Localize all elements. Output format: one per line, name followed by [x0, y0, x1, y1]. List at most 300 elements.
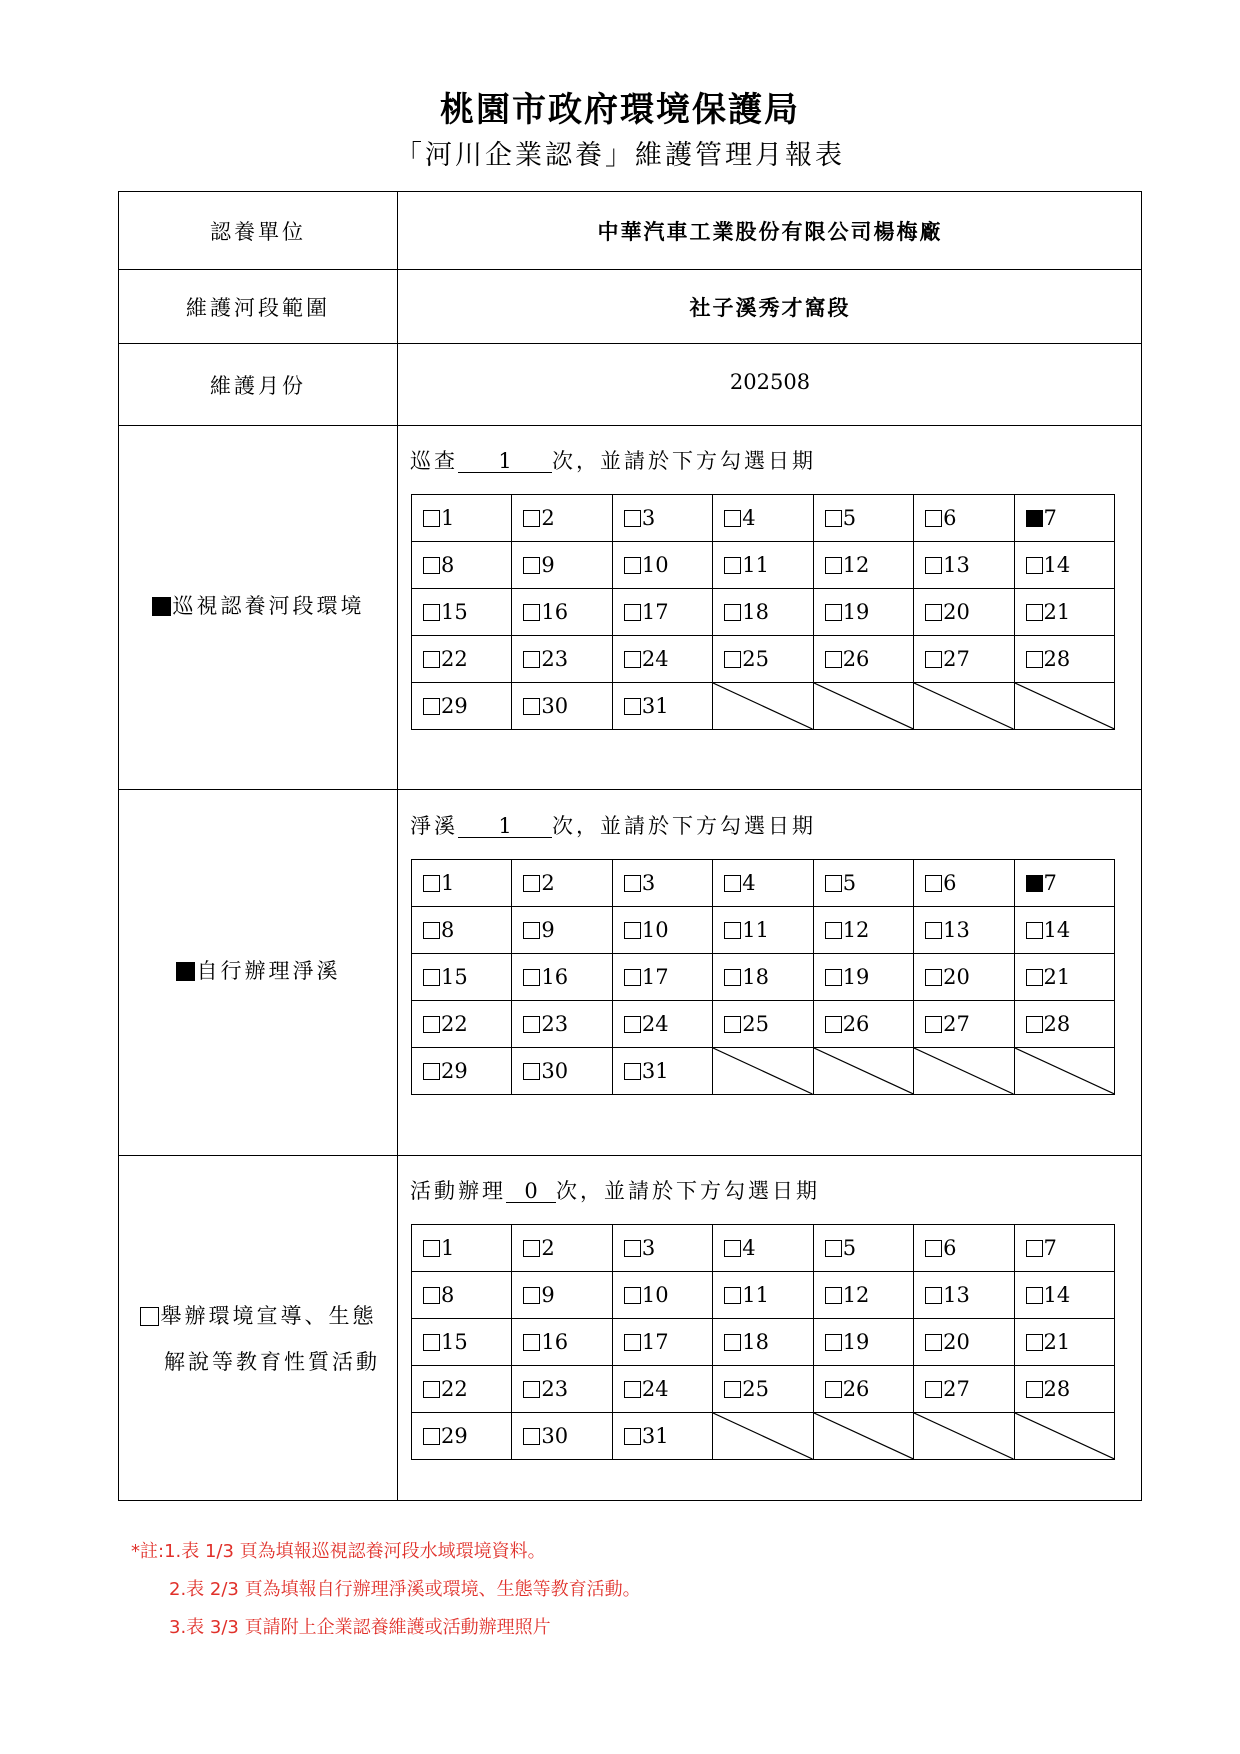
date-cell-26 [813, 1001, 913, 1048]
day-18-label: 18 [742, 600, 769, 624]
day-28-label: 28 [1043, 1377, 1071, 1401]
day-28-checkbox[interactable] [1026, 1381, 1043, 1398]
day-17-label: 17 [641, 1330, 669, 1354]
day-6-label: 6 [943, 1236, 957, 1260]
day-20-label: 20 [943, 1330, 970, 1354]
date-cell-9 [512, 1272, 612, 1319]
date-cell-9 [512, 907, 612, 954]
date-cell-17 [612, 589, 712, 636]
activity-section-checkbox[interactable] [140, 1307, 159, 1326]
day-1-label: 1 [441, 506, 455, 530]
day-31-label: 31 [641, 694, 669, 718]
day-23-label: 23 [541, 647, 569, 671]
day-15-checkbox[interactable] [423, 604, 440, 621]
day-18-label: 18 [742, 965, 769, 989]
report-form [118, 191, 1142, 1501]
day-11-label: 11 [742, 918, 769, 942]
date-cell-30 [512, 683, 612, 730]
patrol-section-label: 巡視認養河段環境 [119, 583, 397, 629]
row-divider [119, 269, 1141, 270]
date-cell-28 [1014, 1001, 1114, 1048]
day-9-label: 9 [541, 918, 555, 942]
date-cell-29 [412, 1413, 512, 1460]
day-14-checkbox[interactable] [1026, 1287, 1043, 1304]
day-25-checkbox[interactable] [724, 1381, 741, 1398]
date-cell-27 [914, 636, 1014, 683]
day-3-label: 3 [641, 1236, 656, 1260]
date-cell-24 [612, 1001, 712, 1048]
date-cell-12 [813, 1272, 913, 1319]
day-4-label: 4 [742, 506, 756, 530]
day-6-checkbox[interactable] [925, 1240, 942, 1257]
day-20-label: 20 [943, 965, 970, 989]
cleanup-date-grid [411, 859, 1115, 1095]
day-11-checkbox[interactable] [724, 557, 741, 574]
date-cell-5 [813, 495, 913, 542]
day-27-label: 27 [943, 647, 970, 671]
day-28-label: 28 [1043, 1012, 1071, 1036]
day-8-checkbox[interactable] [423, 922, 440, 939]
patrol-date-grid [411, 494, 1115, 730]
date-grid-row [412, 495, 1115, 542]
day-6-checkbox[interactable] [925, 510, 942, 527]
day-23-label: 23 [541, 1377, 569, 1401]
day-7-label: 7 [1043, 1236, 1057, 1260]
day-21-label: 21 [1043, 600, 1071, 624]
date-cell-27 [914, 1001, 1014, 1048]
diagonal-strike [814, 1413, 913, 1459]
date-grid-row [412, 860, 1115, 907]
diagonal-strike [1015, 683, 1114, 729]
row-divider [119, 343, 1141, 344]
date-cell-30 [512, 1048, 612, 1095]
day-10-label: 10 [641, 1283, 669, 1307]
day-4-checkbox[interactable] [724, 510, 741, 527]
date-cell-6 [914, 860, 1014, 907]
date-cell-31 [612, 1413, 712, 1460]
date-cell-4 [713, 1225, 813, 1272]
footnotes [131, 1533, 641, 1647]
date-cell-14 [1014, 1272, 1114, 1319]
date-cell-22 [412, 1001, 512, 1048]
day-6-label: 6 [943, 506, 957, 530]
day-12-label: 12 [842, 918, 870, 942]
date-cell-2 [512, 860, 612, 907]
day-27-checkbox[interactable] [925, 1381, 942, 1398]
date-cell-8 [412, 907, 512, 954]
day-12-checkbox[interactable] [825, 1287, 842, 1304]
cleanup-section-checkbox[interactable] [176, 962, 195, 981]
day-12-label: 12 [842, 553, 870, 577]
day-1-label: 1 [441, 871, 455, 895]
day-7-checkbox[interactable] [1026, 875, 1043, 892]
day-2-label: 2 [541, 871, 555, 895]
day-21-checkbox[interactable] [1026, 969, 1043, 986]
day-29-label: 29 [441, 694, 468, 718]
day-19-label: 19 [842, 965, 870, 989]
day-7-checkbox[interactable] [1026, 510, 1043, 527]
date-cell-10 [612, 1272, 712, 1319]
date-cell-31 [612, 1048, 712, 1095]
day-2-checkbox[interactable] [523, 1240, 540, 1257]
date-cell-19 [813, 1319, 913, 1366]
day-26-label: 26 [842, 1377, 870, 1401]
day-17-label: 17 [641, 600, 669, 624]
day-16-label: 16 [541, 1330, 569, 1354]
day-4-checkbox[interactable] [724, 875, 741, 892]
day-21-checkbox[interactable] [1026, 604, 1043, 621]
date-cell-12 [813, 907, 913, 954]
date-cell-28 [1014, 1366, 1114, 1413]
day-4-checkbox[interactable] [724, 1240, 741, 1257]
day-16-label: 16 [541, 600, 569, 624]
date-cell-16 [512, 954, 612, 1001]
date-grid-row [412, 1225, 1115, 1272]
day-19-label: 19 [842, 600, 870, 624]
day-23-checkbox[interactable] [523, 651, 540, 668]
diagonal-strike [713, 1413, 812, 1459]
day-25-label: 25 [742, 1012, 769, 1036]
day-11-checkbox[interactable] [724, 922, 741, 939]
date-cell-16 [512, 1319, 612, 1366]
adopter-unit-value: 中華汽車工業股份有限公司楊梅廠 [597, 219, 943, 244]
day-20-checkbox[interactable] [925, 1334, 942, 1351]
date-grid-row [412, 1366, 1115, 1413]
empty-date-cell [813, 1413, 913, 1460]
date-cell-14 [1014, 542, 1114, 589]
date-cell-2 [512, 1225, 612, 1272]
day-30-checkbox[interactable] [523, 1063, 540, 1080]
day-24-label: 24 [641, 647, 669, 671]
activity-section-label: 舉辦環境宣導、生態 解說等教育性質活動 [119, 1293, 397, 1385]
day-7-label: 7 [1043, 506, 1057, 530]
day-22-label: 22 [441, 1377, 468, 1401]
day-30-label: 30 [541, 1424, 569, 1448]
date-cell-31 [612, 683, 712, 730]
date-grid-row [412, 589, 1115, 636]
day-5-label: 5 [842, 871, 857, 895]
day-26-checkbox[interactable] [825, 1016, 842, 1033]
day-25-checkbox[interactable] [724, 1016, 741, 1033]
day-12-checkbox[interactable] [825, 922, 842, 939]
day-1-label: 1 [441, 1236, 455, 1260]
day-19-checkbox[interactable] [825, 604, 842, 621]
day-21-label: 21 [1043, 965, 1071, 989]
day-5-checkbox[interactable] [825, 875, 842, 892]
day-19-checkbox[interactable] [825, 1334, 842, 1351]
date-cell-18 [713, 589, 813, 636]
date-cell-20 [914, 954, 1014, 1001]
date-cell-16 [512, 589, 612, 636]
diagonal-strike [814, 1048, 913, 1094]
river-section-label: 維護河段範圍 [186, 296, 330, 320]
day-25-label: 25 [742, 647, 769, 671]
day-22-label: 22 [441, 647, 468, 671]
day-16-label: 16 [541, 965, 569, 989]
date-cell-12 [813, 542, 913, 589]
date-cell-4 [713, 860, 813, 907]
day-8-checkbox[interactable] [423, 1287, 440, 1304]
date-grid-row [412, 1048, 1115, 1095]
date-cell-7 [1014, 1225, 1114, 1272]
day-30-label: 30 [541, 1059, 569, 1083]
day-18-checkbox[interactable] [724, 969, 741, 986]
day-29-checkbox[interactable] [423, 1428, 440, 1445]
footnote-1: *註:1.表 1/3 頁為填報巡視認養河段水域環境資料。 [131, 1541, 546, 1562]
day-26-label: 26 [842, 647, 870, 671]
cleanup-section-label: 自行辦理淨溪 [119, 948, 397, 994]
date-cell-11 [713, 1272, 813, 1319]
date-cell-21 [1014, 954, 1114, 1001]
date-grid-row [412, 907, 1115, 954]
day-3-checkbox[interactable] [624, 875, 641, 892]
diagonal-strike [914, 1048, 1013, 1094]
day-31-label: 31 [641, 1424, 669, 1448]
date-grid-row [412, 1319, 1115, 1366]
diagonal-strike [713, 683, 812, 729]
patrol-count-value[interactable]: 1 [458, 450, 552, 473]
date-cell-10 [612, 907, 712, 954]
day-18-checkbox[interactable] [724, 1334, 741, 1351]
day-29-checkbox[interactable] [423, 698, 440, 715]
day-31-label: 31 [641, 1059, 669, 1083]
day-3-checkbox[interactable] [624, 510, 641, 527]
day-31-checkbox[interactable] [624, 1063, 641, 1080]
day-7-checkbox[interactable] [1026, 1240, 1043, 1257]
day-14-label: 14 [1043, 553, 1071, 577]
patrol-section-checkbox[interactable] [152, 597, 171, 616]
date-cell-21 [1014, 1319, 1114, 1366]
date-cell-11 [713, 907, 813, 954]
cleanup-count-value[interactable]: 1 [458, 815, 552, 838]
date-cell-23 [512, 636, 612, 683]
date-cell-8 [412, 1272, 512, 1319]
day-10-checkbox[interactable] [624, 922, 641, 939]
date-cell-3 [612, 860, 712, 907]
date-cell-8 [412, 542, 512, 589]
day-17-label: 17 [641, 965, 669, 989]
diagonal-strike [713, 1048, 812, 1094]
day-3-label: 3 [641, 871, 656, 895]
day-23-checkbox[interactable] [523, 1016, 540, 1033]
day-15-label: 15 [441, 965, 468, 989]
day-21-checkbox[interactable] [1026, 1334, 1043, 1351]
empty-date-cell [713, 1413, 813, 1460]
date-cell-19 [813, 589, 913, 636]
day-13-label: 13 [943, 1283, 970, 1307]
date-cell-17 [612, 954, 712, 1001]
day-25-checkbox[interactable] [724, 651, 741, 668]
day-6-label: 6 [943, 871, 957, 895]
day-23-checkbox[interactable] [523, 1381, 540, 1398]
date-grid-row [412, 542, 1115, 589]
empty-date-cell [813, 1048, 913, 1095]
date-cell-7 [1014, 495, 1114, 542]
day-14-checkbox[interactable] [1026, 922, 1043, 939]
day-8-label: 8 [441, 1283, 455, 1307]
day-30-checkbox[interactable] [523, 1428, 540, 1445]
date-cell-25 [713, 636, 813, 683]
date-grid-row [412, 1272, 1115, 1319]
day-26-label: 26 [842, 1012, 870, 1036]
day-1-checkbox[interactable] [423, 510, 440, 527]
day-1-checkbox[interactable] [423, 875, 440, 892]
day-29-checkbox[interactable] [423, 1063, 440, 1080]
day-22-checkbox[interactable] [423, 1016, 440, 1033]
river-section-value: 社子溪秀才窩段 [689, 295, 851, 320]
day-11-label: 11 [742, 553, 769, 577]
day-17-checkbox[interactable] [624, 604, 641, 621]
day-12-checkbox[interactable] [825, 557, 842, 574]
date-cell-15 [412, 1319, 512, 1366]
day-5-checkbox[interactable] [825, 1240, 842, 1257]
day-9-label: 9 [541, 1283, 555, 1307]
date-cell-24 [612, 1366, 712, 1413]
day-24-checkbox[interactable] [624, 1381, 641, 1398]
day-17-checkbox[interactable] [624, 1334, 641, 1351]
date-cell-26 [813, 636, 913, 683]
day-13-checkbox[interactable] [925, 1287, 942, 1304]
day-14-checkbox[interactable] [1026, 557, 1043, 574]
day-27-checkbox[interactable] [925, 1016, 942, 1033]
footnote-2: 2.表 2/3 頁為填報自行辦理淨溪或環境、生態等教育活動。 [169, 1579, 641, 1600]
day-2-checkbox[interactable] [523, 510, 540, 527]
day-17-checkbox[interactable] [624, 969, 641, 986]
day-5-label: 5 [842, 1236, 857, 1260]
activity-count-value[interactable]: 0 [506, 1180, 556, 1203]
day-5-checkbox[interactable] [825, 510, 842, 527]
day-13-label: 13 [943, 553, 970, 577]
footnote-3: 3.表 3/3 頁請附上企業認養維護或活動辦理照片 [169, 1617, 551, 1638]
day-13-label: 13 [943, 918, 970, 942]
date-cell-22 [412, 1366, 512, 1413]
day-6-checkbox[interactable] [925, 875, 942, 892]
date-cell-6 [914, 1225, 1014, 1272]
day-30-checkbox[interactable] [523, 698, 540, 715]
date-cell-20 [914, 589, 1014, 636]
day-20-checkbox[interactable] [925, 969, 942, 986]
row-divider [119, 425, 1141, 426]
day-19-checkbox[interactable] [825, 969, 842, 986]
day-11-checkbox[interactable] [724, 1287, 741, 1304]
empty-date-cell [1014, 683, 1114, 730]
day-28-checkbox[interactable] [1026, 1016, 1043, 1033]
date-cell-29 [412, 1048, 512, 1095]
date-grid-row [412, 1413, 1115, 1460]
date-cell-30 [512, 1413, 612, 1460]
day-27-label: 27 [943, 1377, 970, 1401]
day-15-label: 15 [441, 600, 468, 624]
adopter-unit-label: 認養單位 [210, 220, 306, 244]
row-divider [119, 789, 1141, 790]
day-29-label: 29 [441, 1424, 468, 1448]
date-cell-15 [412, 589, 512, 636]
date-cell-1 [412, 495, 512, 542]
document-title: 桃園市政府環境保護局 [440, 90, 800, 130]
date-grid-row [412, 636, 1115, 683]
day-15-checkbox[interactable] [423, 1334, 440, 1351]
date-cell-10 [612, 542, 712, 589]
day-24-checkbox[interactable] [624, 651, 641, 668]
date-cell-7 [1014, 860, 1114, 907]
day-13-checkbox[interactable] [925, 557, 942, 574]
day-26-checkbox[interactable] [825, 1381, 842, 1398]
day-5-label: 5 [842, 506, 857, 530]
day-19-label: 19 [842, 1330, 870, 1354]
maintenance-month-value: 202508 [729, 370, 811, 394]
day-22-checkbox[interactable] [423, 651, 440, 668]
day-20-checkbox[interactable] [925, 604, 942, 621]
day-3-label: 3 [641, 506, 656, 530]
date-cell-5 [813, 860, 913, 907]
date-cell-6 [914, 495, 1014, 542]
day-30-label: 30 [541, 694, 569, 718]
day-8-checkbox[interactable] [423, 557, 440, 574]
day-16-checkbox[interactable] [523, 604, 540, 621]
day-26-checkbox[interactable] [825, 651, 842, 668]
day-20-label: 20 [943, 600, 970, 624]
day-16-checkbox[interactable] [523, 1334, 540, 1351]
patrol-count-line: 巡查 1 次，並請於下方勾選日期 [410, 449, 816, 473]
day-1-checkbox[interactable] [423, 1240, 440, 1257]
day-27-checkbox[interactable] [925, 651, 942, 668]
day-12-label: 12 [842, 1283, 870, 1307]
empty-date-cell [1014, 1413, 1114, 1460]
row-divider [119, 1155, 1141, 1156]
date-cell-19 [813, 954, 913, 1001]
document-subtitle: 「河川企業認養」維護管理月報表 [395, 140, 845, 171]
day-31-checkbox[interactable] [624, 1428, 641, 1445]
date-cell-25 [713, 1366, 813, 1413]
day-15-checkbox[interactable] [423, 969, 440, 986]
day-28-checkbox[interactable] [1026, 651, 1043, 668]
day-10-label: 10 [641, 918, 669, 942]
day-10-checkbox[interactable] [624, 557, 641, 574]
day-24-checkbox[interactable] [624, 1016, 641, 1033]
day-10-checkbox[interactable] [624, 1287, 641, 1304]
date-cell-26 [813, 1366, 913, 1413]
day-13-checkbox[interactable] [925, 922, 942, 939]
empty-date-cell [914, 1048, 1014, 1095]
maintenance-month-label: 維護月份 [210, 374, 306, 398]
date-cell-28 [1014, 636, 1114, 683]
date-cell-18 [713, 954, 813, 1001]
date-grid-row [412, 954, 1115, 1001]
day-9-checkbox[interactable] [523, 1287, 540, 1304]
day-4-label: 4 [742, 1236, 756, 1260]
day-22-label: 22 [441, 1012, 468, 1036]
date-cell-22 [412, 636, 512, 683]
date-cell-29 [412, 683, 512, 730]
day-24-label: 24 [641, 1012, 669, 1036]
date-cell-13 [914, 1272, 1014, 1319]
date-cell-17 [612, 1319, 712, 1366]
date-cell-1 [412, 1225, 512, 1272]
date-cell-3 [612, 1225, 712, 1272]
day-2-checkbox[interactable] [523, 875, 540, 892]
day-9-checkbox[interactable] [523, 557, 540, 574]
day-10-label: 10 [641, 553, 669, 577]
day-22-checkbox[interactable] [423, 1381, 440, 1398]
day-31-checkbox[interactable] [624, 698, 641, 715]
date-cell-11 [713, 542, 813, 589]
day-18-checkbox[interactable] [724, 604, 741, 621]
date-grid-row [412, 683, 1115, 730]
empty-date-cell [914, 1413, 1014, 1460]
day-3-checkbox[interactable] [624, 1240, 641, 1257]
day-16-checkbox[interactable] [523, 969, 540, 986]
day-9-checkbox[interactable] [523, 922, 540, 939]
